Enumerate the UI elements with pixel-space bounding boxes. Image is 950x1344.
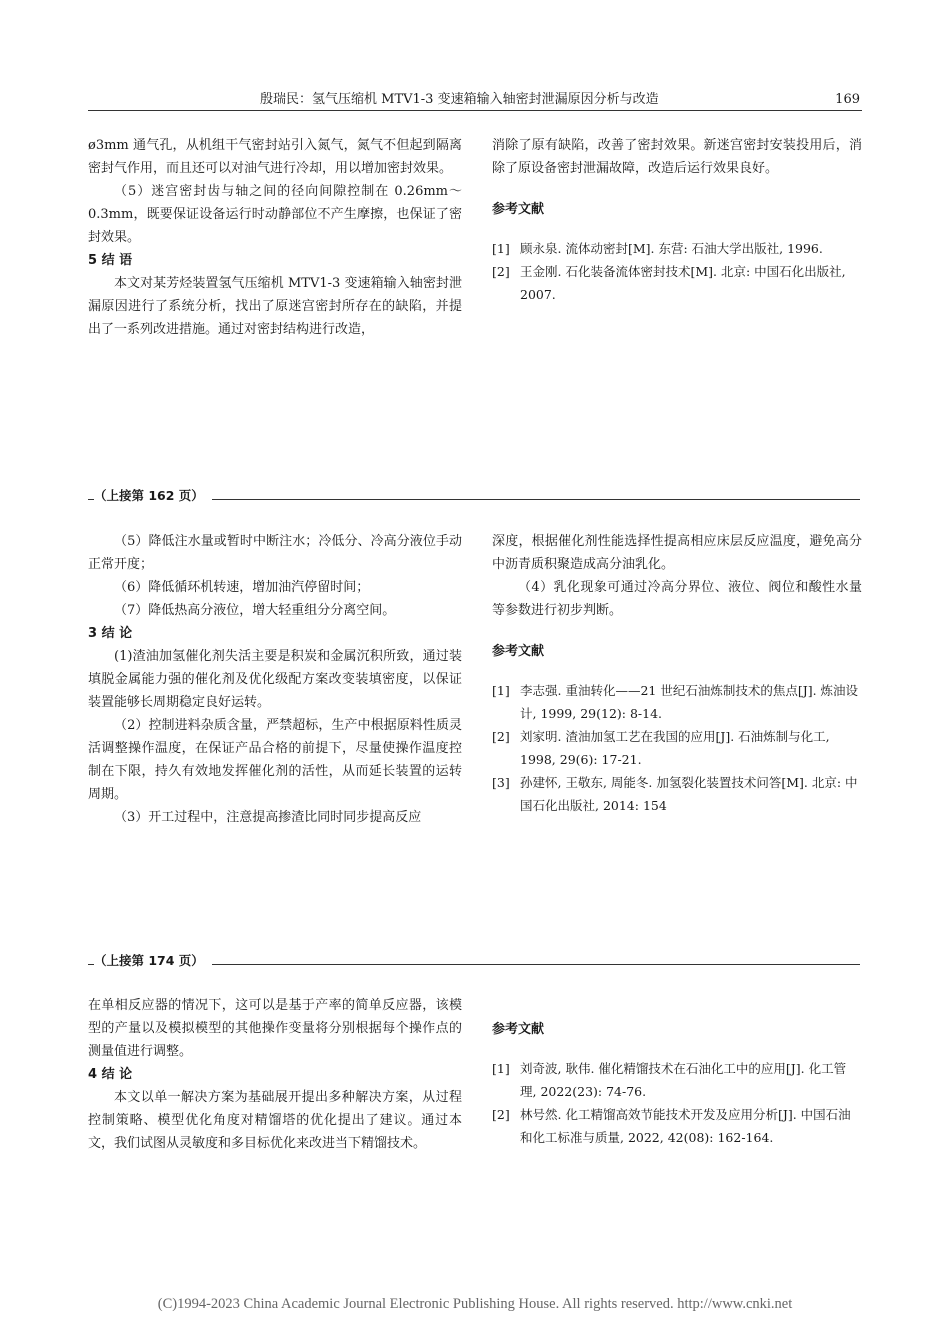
section-heading: 4 结 论	[88, 1067, 133, 1082]
section-heading: 5 结 语	[88, 253, 133, 268]
copyright-footer: (C)1994-2023 China Academic Journal Electronic Publishing House. All rights reserved. http://www.cnki.net	[157, 1296, 793, 1312]
header-title: 殷瑞民：氢气压缩机 MTV1-3 变速箱输入轴密封泄漏原因分析与改造	[260, 92, 659, 107]
paragraph: （6）降低循环机转速，增加油汽停留时间；	[114, 580, 370, 595]
section3-left-column	[88, 994, 462, 1155]
continued-divider	[88, 951, 860, 971]
paragraph: ø3mm 通气孔，从机组干气密封站引入氮气，氮气不但起到隔离密封气作用，而且还可以对油气进行冷却，用以增加密封效果。	[88, 138, 462, 176]
paragraph: （7）降低热高分液位，增大轻重组分分离空间。	[114, 603, 396, 618]
reference-item: [2] 王金刚. 石化装备流体密封技术[M]. 北京: 中国石化出版社, 2007.	[492, 264, 846, 302]
reference-item: [2] 刘家明. 渣油加氢工艺在我国的应用[J]. 石油炼制与化工, 1998, 29(6): 17-21.	[492, 729, 830, 767]
section-heading: 3 结 论	[88, 626, 133, 641]
section1-left-column	[88, 134, 462, 341]
continued-divider	[88, 486, 860, 506]
page-number: 169	[835, 92, 860, 107]
paragraph: （5）降低注水量或暂时中断注水；冷低分、冷高分液位手动正常开度；	[88, 534, 462, 572]
paragraph: （2）控制进料杂质含量，严禁超标，生产中根据原料性质灵活调整操作温度，在保证产品合格的前提下，尽量使操作温度控制在下限，持久有效地发挥催化剂的活性，从而延长装置的运转周期。	[88, 718, 462, 802]
references-title: 参考文献	[492, 644, 545, 659]
reference-item: [2] 林号然. 化工精馏高效节能技术开发及应用分析[J]. 中国石油和化工标准与质量, 2022, 42(08): 162-164.	[492, 1107, 851, 1145]
paragraph: 在单相反应器的情况下，这可以是基于产率的简单反应器，该模型的产量以及模拟模型的其他操作变量将分别根据每个操作点的测量值进行调整。	[88, 998, 462, 1059]
paragraph: 本文对某芳烃装置氢气压缩机 MTV1-3 变速箱输入轴密封泄漏原因进行了系统分析，找出了原迷宫密封所存在的缺陷，并提出了一系列改进措施。通过对密封结构进行改造，	[88, 276, 462, 337]
section1-right-column	[492, 134, 862, 306]
references-title: 参考文献	[492, 202, 545, 217]
paragraph: （5）迷宫密封齿与轴之间的径向间隙控制在 0.26mm～0.3mm，既要保证设备运行时动静部位不产生摩擦，也保证了密封效果。	[88, 184, 462, 245]
references-title: 参考文献	[492, 1022, 545, 1037]
section2-right-column	[492, 530, 862, 817]
reference-item: [3] 孙建怀, 王敬东, 周能冬. 加氢裂化装置技术问答[M]. 北京: 中国石化出版社, 2014: 154	[492, 775, 858, 813]
paragraph: 消除了原有缺陷，改善了密封效果。新迷宫密封安装投用后，消除了原设备密封泄漏故障，改造后运行效果良好。	[492, 138, 862, 176]
paragraph: （4）乳化现象可通过冷高分界位、液位、阀位和酸性水量等参数进行初步判断。	[492, 580, 862, 618]
reference-item: [1] 刘奇波, 耿伟. 催化精馏技术在石油化工中的应用[J]. 化工管理, 2022(23): 74-76.	[492, 1061, 847, 1099]
reference-item: [1] 李志强. 重油转化——21 世纪石油炼制技术的焦点[J]. 炼油设计, 1999, 29(12): 8-14.	[492, 683, 859, 721]
section3-right-column	[492, 1018, 862, 1149]
paragraph: (1)渣油加氢催化剂失活主要是积炭和金属沉积所致，通过装填脱金属能力强的催化剂及优化级配方案改变装填密度，以保证装置能够长周期稳定良好运转。	[88, 649, 462, 710]
continued-label: （上接第 162 页）	[94, 486, 212, 506]
section2-left-column	[88, 530, 462, 829]
running-header	[88, 90, 862, 111]
paragraph: 本文以单一解决方案为基础展开提出多种解决方案，从过程控制策略、模型优化角度对精馏塔的优化提出了建议。通过本文，我们试图从灵敏度和多目标优化来改进当下精馏技术。	[88, 1090, 462, 1151]
reference-item: [1] 顾永泉. 流体动密封[M]. 东营: 石油大学出版社, 1996.	[492, 241, 823, 256]
continued-label: （上接第 174 页）	[94, 951, 212, 971]
paragraph: （3）开工过程中，注意提高掺渣比同时同步提高反应	[114, 810, 422, 825]
paragraph: 深度，根据催化剂性能选择性提高相应床层反应温度，避免高分中沥青质积聚造成高分油乳化。	[492, 534, 862, 572]
